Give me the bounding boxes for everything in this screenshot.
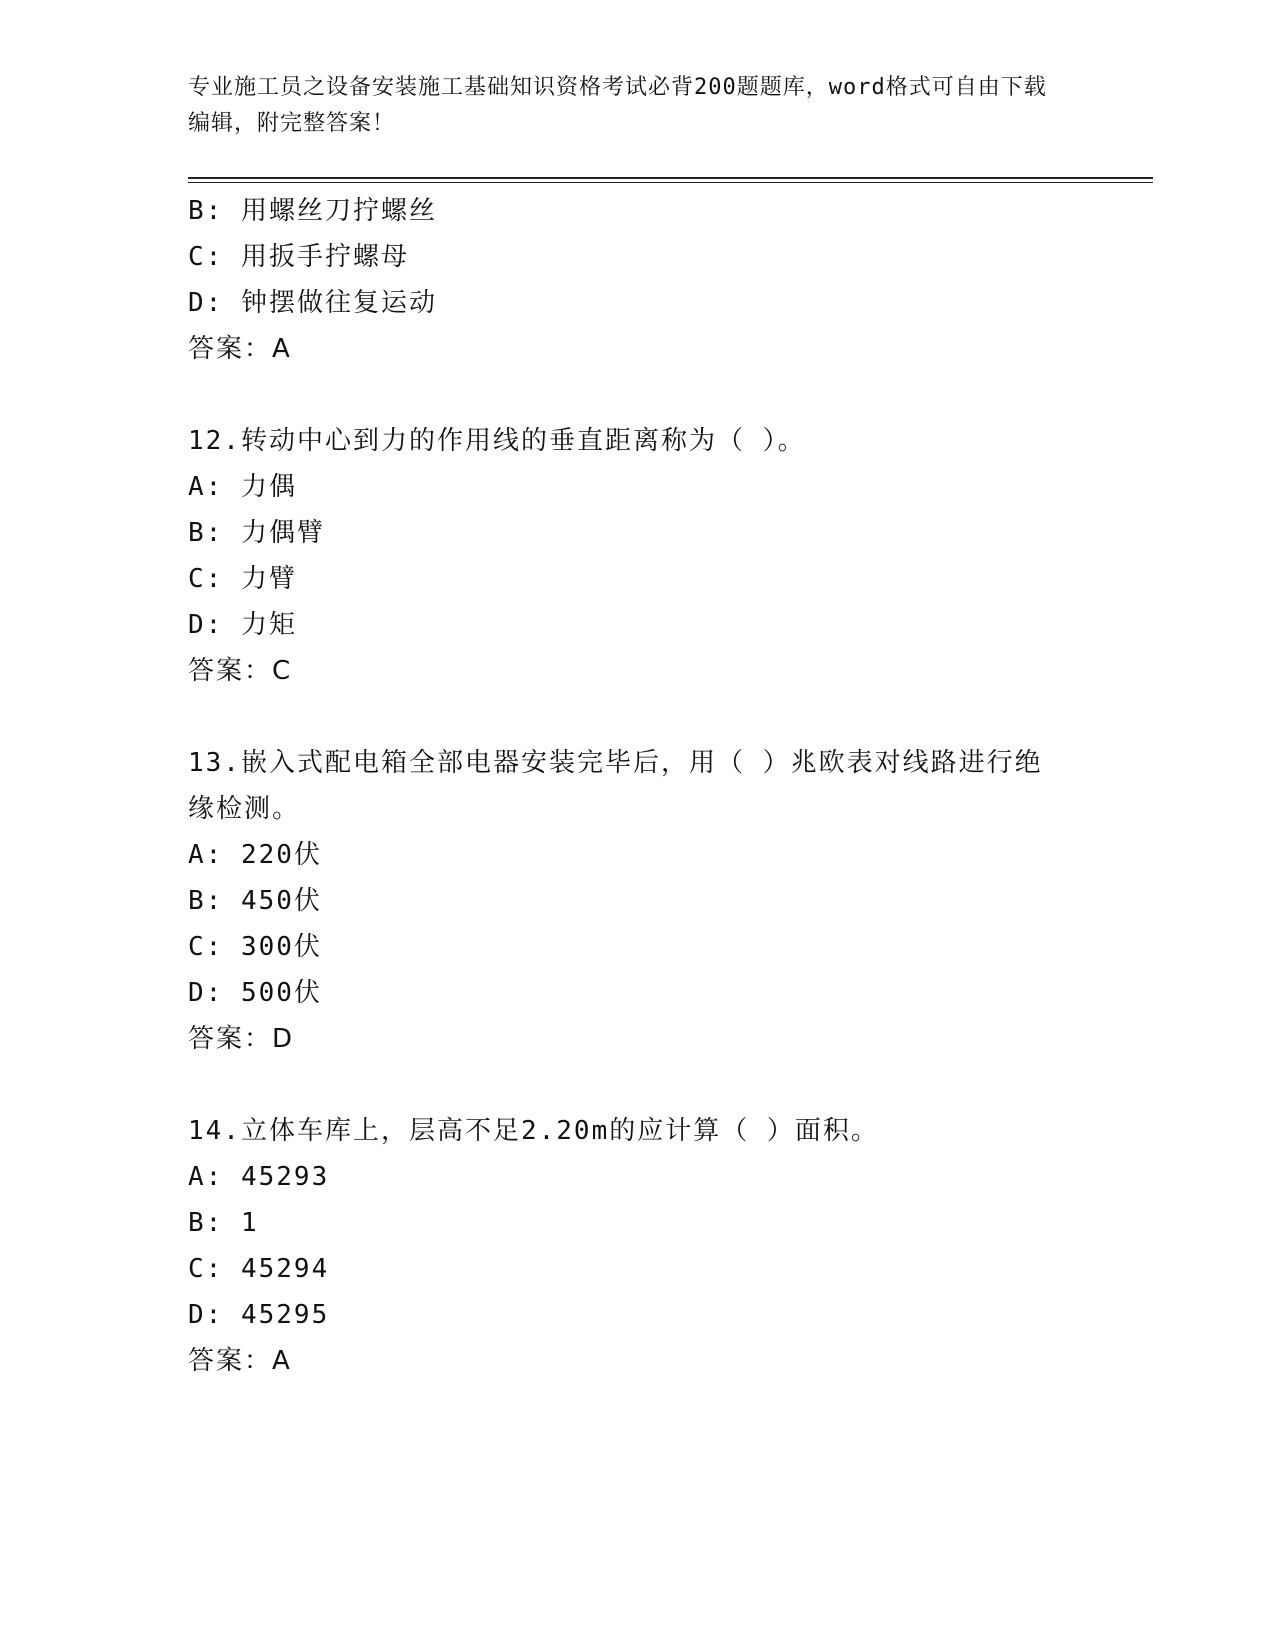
question-stem: 12.转动中心到力的作用线的垂直距离称为（ ）。 — [188, 426, 806, 456]
question-14 — [188, 1108, 1088, 1384]
option-d: D: 500伏 — [188, 978, 322, 1008]
option-a: A: 45293 — [188, 1162, 330, 1192]
option-b: B: 450伏 — [188, 886, 322, 916]
option-a: A: 220伏 — [188, 840, 322, 870]
option-b: B: 1 — [188, 1208, 259, 1238]
option-d: D: 钟摆做往复运动 — [188, 288, 437, 318]
answer: 答案：C — [188, 656, 293, 686]
header-divider — [188, 177, 1153, 179]
spacer — [188, 1062, 1088, 1108]
option-c: C: 300伏 — [188, 932, 322, 962]
question-stem: 14.立体车库上，层高不足2.20m的应计算（ ）面积。 — [188, 1116, 879, 1146]
document-header — [188, 70, 1068, 142]
option-a: A: 力偶 — [188, 472, 297, 502]
option-c: C: 用扳手拧螺母 — [188, 242, 409, 272]
option-b: B: 力偶臂 — [188, 518, 325, 548]
answer: 答案：A — [188, 334, 292, 364]
header-title: 专业施工员之设备安装施工基础知识资格考试必背200题题库，word格式可自由下载编辑，附完整答案！ — [188, 75, 1047, 136]
question-12 — [188, 418, 1088, 694]
option-c: C: 力臂 — [188, 564, 297, 594]
option-d: D: 力矩 — [188, 610, 297, 640]
question-list — [188, 188, 1088, 1384]
question-13 — [188, 740, 1088, 1062]
previous-question-tail — [188, 188, 1088, 372]
spacer — [188, 372, 1088, 418]
option-d: D: 45295 — [188, 1300, 330, 1330]
question-stem: 13.嵌入式配电箱全部电器安装完毕后，用（ ）兆欧表对线路进行绝缘检测。 — [188, 748, 1043, 824]
option-c: C: 45294 — [188, 1254, 330, 1284]
header-divider-thin — [188, 182, 1153, 183]
answer: 答案：D — [188, 1024, 295, 1054]
option-b: B: 用螺丝刀拧螺丝 — [188, 196, 437, 226]
spacer — [188, 694, 1088, 740]
answer: 答案：A — [188, 1346, 292, 1376]
